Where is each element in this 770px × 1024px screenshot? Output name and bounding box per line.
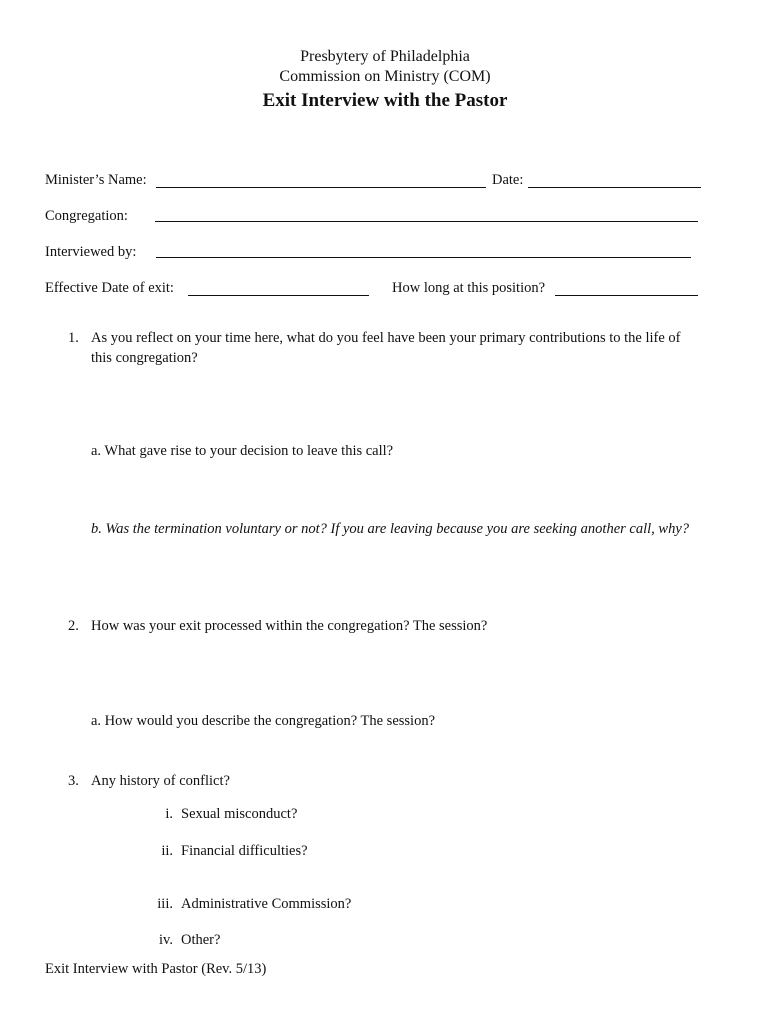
question-1-text: As you reflect on your time here, what do you feel have been your primary contributions to the life of: [91, 330, 681, 346]
conflict-item-sexual-misconduct: Sexual misconduct?: [181, 806, 298, 822]
congregation-label: Congregation:: [45, 208, 128, 224]
conflict-item-other: Other?: [181, 932, 221, 948]
page-title: Exit Interview with the Pastor: [262, 90, 508, 111]
interviewed-by-field[interactable]: [156, 257, 691, 258]
conflict-item-financial-difficulties: Financial difficulties?: [181, 843, 308, 859]
conflict-item-number: ii.: [161, 843, 173, 859]
organization-name: Presbytery of Philadelphia: [300, 48, 470, 65]
question-2-text: How was your exit processed within the congregation? The session?: [91, 618, 488, 634]
minister-name-label: Minister’s Name:: [45, 172, 147, 188]
conflict-item-number: i.: [165, 806, 173, 822]
effective-date-label: Effective Date of exit:: [45, 280, 174, 296]
question-2-number: 2.: [68, 618, 79, 634]
how-long-field[interactable]: [555, 295, 698, 296]
page-footer: Exit Interview with Pastor (Rev. 5/13): [45, 961, 267, 977]
date-label: Date:: [492, 172, 524, 188]
question-3-text: Any history of conflict?: [91, 773, 230, 789]
date-field[interactable]: [528, 187, 701, 188]
question-1-number: 1.: [68, 330, 79, 346]
question-2a-text: a. How would you describe the congregation? The session?: [91, 713, 436, 729]
effective-date-field[interactable]: [188, 295, 369, 296]
conflict-item-administrative-commission: Administrative Commission?: [181, 896, 352, 912]
conflict-item-number: iv.: [159, 932, 173, 948]
question-1b-text: b. Was the termination voluntary or not? If you are leaving because you are seeking another call, why?: [91, 521, 690, 537]
how-long-label: How long at this position?: [392, 280, 546, 296]
conflict-item-number: iii.: [157, 896, 173, 912]
interviewed-by-label: Interviewed by:: [45, 244, 137, 260]
question-1-text-continued: this congregation?: [91, 350, 198, 366]
question-3-number: 3.: [68, 773, 79, 789]
congregation-field[interactable]: [155, 221, 698, 222]
question-1a-text: a. What gave rise to your decision to leave this call?: [91, 443, 394, 459]
minister-name-field[interactable]: [156, 187, 486, 188]
commission-name: Commission on Ministry (COM): [279, 68, 491, 85]
